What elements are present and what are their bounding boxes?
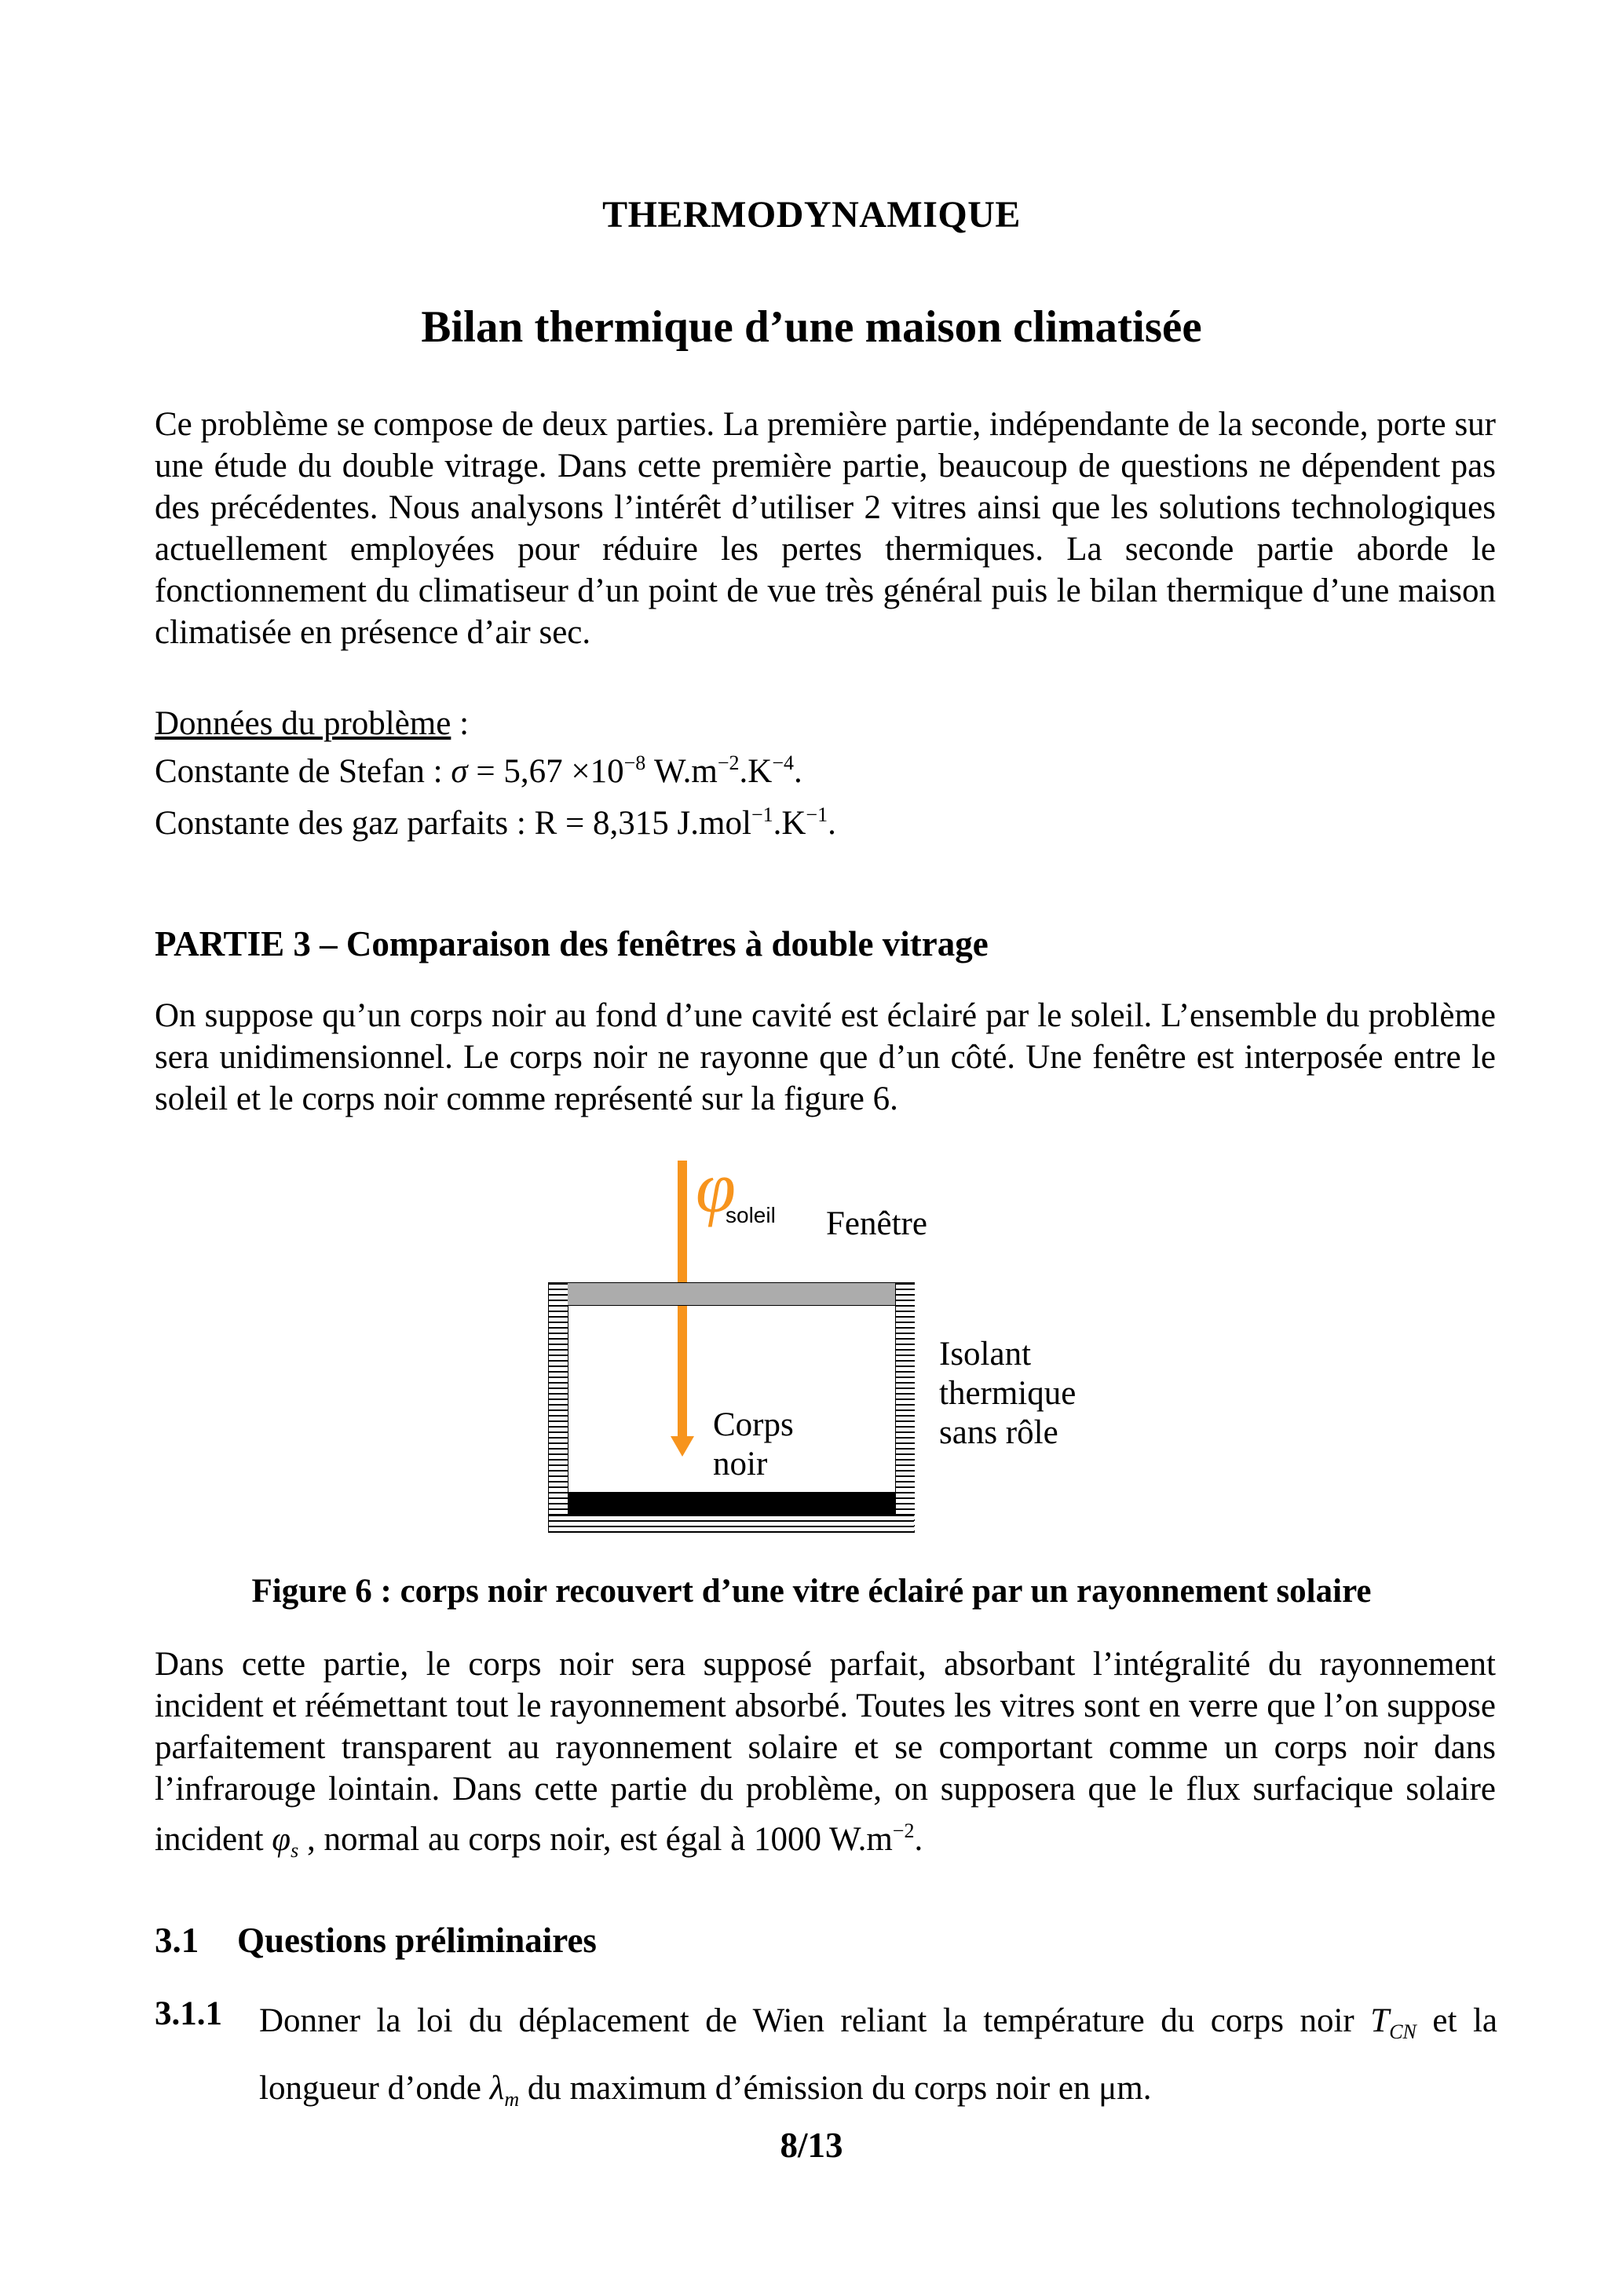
q311-lambda-subscript: m (504, 2088, 520, 2111)
isolant-line2: thermique (939, 1375, 1077, 1412)
section-3-1-number: 3.1 (155, 1921, 199, 1960)
q311-part3: du maximum d’émission du corps noir en μm. (519, 2070, 1152, 2107)
gas-period: . (828, 805, 836, 842)
part3-heading: PARTIE 3 – Comparaison des fenêtres à double vitrage (155, 924, 989, 963)
document-subtitle: Bilan thermique d’une maison climatisée (421, 302, 1202, 352)
section-3-1-title: Questions préliminaires (237, 1921, 597, 1960)
stefan-unit-b: .K (739, 753, 773, 790)
assumptions-period: . (914, 1821, 923, 1858)
figure-6 (0, 1147, 1623, 1578)
stefan-exp-b: −4 (772, 751, 795, 774)
left-wall-hatch (549, 1283, 568, 1532)
question-number: 3.1.1 (155, 1995, 222, 2032)
gas-label: Constante des gaz parfaits : (155, 805, 535, 842)
data-heading-colon: : (451, 705, 470, 742)
page-title: THERMODYNAMIQUE (602, 194, 1021, 236)
phi-s-symbol: φ (272, 1821, 291, 1858)
q311-lambda-symbol: λ (489, 2070, 505, 2107)
phi-soleil-symbol: φ (696, 1147, 736, 1227)
gas-symbol: R (534, 805, 557, 842)
glass-pane (568, 1283, 895, 1306)
data-heading-text: Données du problème (155, 705, 451, 742)
fenetre-label: Fenêtre (826, 1205, 927, 1242)
data-heading (155, 704, 469, 743)
stefan-exp-a: −2 (717, 751, 740, 774)
isolant-label (939, 1335, 1076, 1453)
figure-caption: Figure 6 : corps noir recouvert d’une vitre éclairé par un rayonnement solaire (251, 1573, 1372, 1610)
q311-part1: Donner la loi du déplacement de Wien reliant la température du corps noir (259, 2002, 1371, 2039)
assumptions-part2: , normal au corps noir, est égal à 1000 W.m (298, 1821, 893, 1858)
part3-paragraph: On suppose qu’un corps noir au fond d’une cavité est éclairé par le soleil. L’ensemble du problème sera unidimensionnel. Le corps noir ne rayonne que d’un côté. Une fenêtre est interposée entre le soleil et le corps noir comme représenté sur la figure 6. (155, 997, 1496, 1117)
q311-T-subscript: CN (1389, 2020, 1416, 2043)
gas-exp-a: −1 (751, 803, 773, 826)
right-wall-hatch (895, 1283, 915, 1532)
assumptions-paragraph (155, 1643, 1496, 1871)
corps-noir-label (713, 1406, 794, 1484)
corps-noir-line1: Corps (713, 1406, 794, 1443)
phi-s-subscript: s (291, 1839, 299, 1862)
page-number: 8/13 (780, 2126, 843, 2165)
stefan-label: Constante de Stefan : (155, 753, 451, 790)
stefan-value: = 5,67 ×10 (467, 753, 624, 790)
corps-noir-line2: noir (713, 1446, 768, 1483)
stefan-period: . (794, 753, 802, 790)
black-body-bar (568, 1492, 895, 1514)
sigma-symbol: σ (451, 753, 468, 790)
gas-constant-line (155, 803, 836, 843)
q311-part2: et la longueur d’onde (259, 2002, 1497, 2107)
stefan-unit-a: W.m (645, 753, 718, 790)
intro-paragraph: Ce problème se compose de deux parties. La première partie, indépendante de la seconde, porte sur une étude du double vitrage. Dans cette première partie, beaucoup de questions ne dépendent pas des précédentes. Nous analysons l’intérêt d’utiliser 2 vitres ainsi que les solutions technologiques actuellement employées pour réduire les pertes thermiques. La seconde partie aborde le fonctionnement du climatiseur d’un point de vue très général puis le bilan thermique d’une maison climatisée en présence d’air sec. (155, 406, 1496, 651)
stefan-exponent: −8 (623, 751, 646, 774)
q311-T-symbol: T (1370, 2002, 1390, 2039)
assumptions-exponent: −2 (892, 1819, 915, 1842)
assumptions-part1: Dans cette partie, le corps noir sera supposé parfait, absorbant l’intégralité du rayonnement incident et réémettant tout le rayonnement absorbé. Toutes les vitres sont en verre que l’on suppose parfaitement transparent au rayonnement solaire et se comportant comme un corps noir dans l’infrarouge lointain. Dans cette partie du problème, on supposera que le flux surfacique solaire incident (155, 1646, 1496, 1858)
gas-value: = 8,315 J.mol (557, 805, 751, 842)
question-text (259, 1993, 1497, 2128)
isolant-line3: sans rôle (939, 1414, 1058, 1451)
bottom-wall-hatch (549, 1514, 914, 1532)
phi-soleil-subscript: soleil (726, 1203, 776, 1227)
gas-exp-b: −1 (806, 803, 828, 826)
isolant-line1: Isolant (939, 1336, 1032, 1373)
gas-unit-b: .K (773, 805, 806, 842)
stefan-constant-line (155, 751, 802, 791)
